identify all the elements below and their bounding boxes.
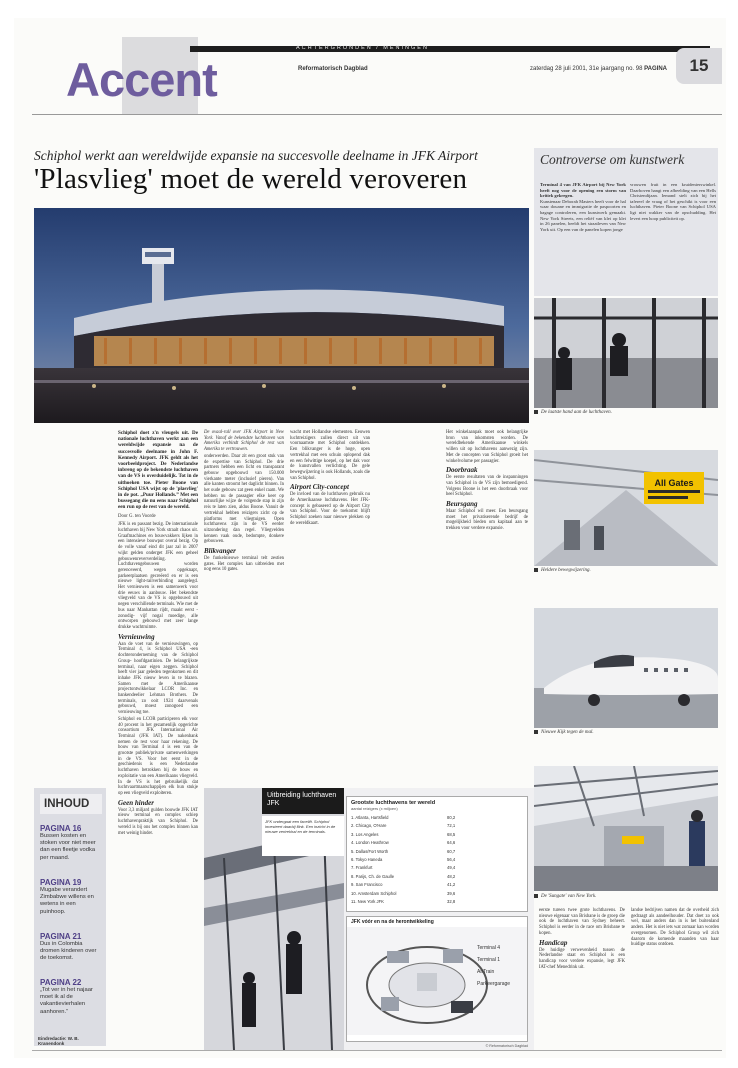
airport-name: 11. New York JFK	[351, 899, 384, 904]
airport-name: 7. Frankfurt	[351, 865, 373, 871]
inhoud-item-text: „Tot ver in het najaar moet ik al de vakantievierhalen aanhoren.”	[40, 987, 93, 1015]
column-3-text-2: De invloed van de luchthaven gebruik nu de Amerikaanse luchthavens. Het JFK-concept is gebaseerd op de Airport City van Schiphol. Voor de toekomst blijft Schiphol zoeken naar nieuwe plekken op de wereldkaart.	[290, 492, 370, 526]
article-column-1	[118, 430, 198, 837]
inhoud-item-text: Mugabe verandert Zimbabwe willens en wetens in een puinhoop.	[40, 887, 94, 915]
column-4-text: Het winkelaanpak moet ook belangrijke bron van inkomsten worden. De wereldbekende Amerikaanse winkels willen uit op luchthavens aanwezig zijn. Met de concepten van Schiphol groeit het winkelvolume per passagier.	[446, 430, 528, 464]
photo-aircraft	[534, 608, 718, 728]
table-row	[351, 865, 523, 870]
column-5-text-2: De huidige verwevenheid tussen de Nederlandse staat en Schiphol is een handicap voor verdere expansie, legt JFK IAT-chef Menedrink uit.	[539, 947, 625, 970]
sidebar-column-2	[630, 182, 716, 221]
sidebar-column-1	[540, 182, 626, 232]
inhoud-item-text: Dus in Colombia dromen kinderen over de toekomst.	[40, 941, 97, 962]
airport-name: 5. Dallas/Fort Worth	[351, 848, 389, 854]
article-kicker: Schiphol werkt aan wereldwijde expansie na succesvolle deelname in JFK Airport	[34, 148, 478, 163]
map-label: Terminal 1	[477, 957, 501, 963]
sidebar-lead: Terminal 4 van JFK Airport bij New York heeft nog voor de opening een storm van kritiek gekregen.	[540, 182, 626, 199]
article-lead: Schiphol doet z'n vleugels uit. De nationale luchthaven werkt aan een wereldwijde expansie na de succesvolle deelname in John F. Kennedy Airport. JFK geldt als het voorbeeldproject. De Nederlandse inbreng op de bekendste luchthaven van de VS is overduidelijk. Tot in de uithoeken toe. Pieter Boone van Schiphol USA wijst op de 'plasvlieg' in de pot. „Puur Hollands.” Met een bussegang die nu eens naar Schiphol een run op de rest van de wereld.	[118, 430, 198, 511]
inhoud-item[interactable]	[40, 932, 102, 963]
airport-name: 3. Los Angeles	[351, 831, 379, 837]
column-6-text: landse bedrijven namen dat de overheid zich gedraagt als aandeelhouder. Dat doet zo ook wel, maar anders dan in is het buitenland anders. Het is niet iets wat zomaar kan worden overgenomen. De Schiphol Group wil zich daarom de komende maanden van haar huidige status ontdoen.	[631, 908, 719, 948]
table-row	[351, 823, 523, 828]
caption-photo-3: Nieuwe Kijk tegen de mal.	[534, 730, 594, 735]
photo-gates-sign	[534, 450, 718, 566]
passenger-count: 80,2	[447, 815, 456, 820]
article-column-4	[446, 430, 528, 533]
inhoud-page-label: PAGINA 22	[40, 978, 82, 987]
masthead	[14, 18, 726, 116]
article-column-5	[539, 908, 625, 971]
masthead-rule	[190, 46, 710, 52]
page-bottom-rule	[32, 1050, 722, 1051]
passenger-count: 72,1	[447, 823, 456, 829]
inhoud-item[interactable]	[40, 878, 102, 916]
photo-sungate	[534, 766, 718, 891]
inhoud-box	[34, 788, 106, 1046]
column-4-text-2: De eerste resultaten van de inspanningen van Schiphol in de VS zijn bemoedigend. Volgens Boone is het een doorbraak voor heel Schiphol.	[446, 475, 528, 498]
inhoud-item-text: Bussen kosten en stoken voor niet meer dan een fleetje vodka per maand.	[40, 833, 96, 861]
column-1-text-4: Voor 3,3 miljard gulden bouwde JFK IAT nieuw terminal en complex schiep luchthavenpraktijk van Schiphol. De wereld is bij ons het complex binnen kan met weinig hinder.	[118, 807, 198, 836]
column-1-text-2: Aan de voet van de vernieuwingen, op Terminal 4, is Schiphol USA -een dochteronderneming van de Schiphol Group- hoofdgastinien. De belangrijkste terminal, naar eigen zeggen. Schiphol heeft vier jaar geleden tegenkomen en dit inhake JFK nieuw leven in te blazen. Samen met de Amerikaanse projectontwikkelaar LCOR Inc. en bankendeelier Lehman Brothers. De terminals, zo ooit 1924 daarvenals gebouwd, moest zonogoed een vernieuwing toe.	[118, 641, 198, 716]
table-title: Grootste luchthavens ter wereld	[351, 800, 436, 806]
section-label: ACHTERGRONDEN / MENINGEN	[296, 45, 429, 51]
caption-photo-2: Heldere bewegwijzering.	[534, 568, 591, 573]
column-2-text: onderwerden. Daar zit een groot stuk van de expertise van Schiphol. De drie partners hebben een licht en transparant gebouw opgebouwd van 150.000 vierkante meter (inclusief pieren). Van alle kanten stroomt het daglicht binnen. In het oude gebouw zat geen enkel raam. We hebben nu de passagier elke keer op natuurlijke wijze de volgende stap in zijn reis te laten zien, aldus Boone. Vanuit de vertrekhal hebben reizigers zicht op de platforms met vliegtuigen. Open luchthavens zijn in de VS eerder uitzondering dan regel. Vliegvelden kennen vaak oude, bedompte, donkere gebouwen.	[204, 453, 284, 545]
inhoud-footer: Eindredactie: W. B. Kranendonk	[38, 1036, 79, 1046]
main-photo-terminal	[34, 208, 529, 423]
passenger-count: 32,8	[447, 899, 456, 904]
passenger-count: 56,4	[447, 857, 456, 862]
column-1-text: JFK is en passant bezig. De internationale luchthaven bij New York straalt chaos uit. Graafmachines en bouwvakkers lijken in een intensieve bouwput overal bezig. Op de volle vanaf eind dit jaar zal in 2007 wijkt gelden onderget JFK een geheel gebouwenreververdeling. Luchthavengebouwen worden gerenoveerd, wegen opgeknapt, parkeerplaatsen gecreëerd en er is een nieuwe light-railverbinding aangelegd. Het vernieuwen is een samenwerk voor drie eeuws in aanbouw. Het bekendste vliegveld van de VS is opgebouwd uit negen verschillende terminals. Wie met de bus naar Manhattan rijdt, maakt eerst -zonodig- vijf nogal moedige, alle ontworpen gebouwd met zeer lange drukke wachtruimte.	[118, 522, 198, 630]
table-row	[351, 891, 523, 896]
table-row	[351, 849, 523, 854]
map-drawing	[347, 927, 527, 1035]
column-4-text-3: Maar Schiphol wil meer. Een beursgang moet het privatiserende bedrijf de mogelijkheid bieden om kapitaal aan te trekken voor verdere expansie.	[446, 509, 528, 532]
table-row	[351, 840, 523, 845]
table-row	[351, 857, 523, 862]
infographic-intro: JFK ondergaat een facelift. Schiphol investeert daarbij flink. Een inzicht in de nieuwe vertrekhal en de terminals.	[262, 816, 344, 856]
inhoud-item[interactable]	[40, 978, 102, 1016]
inhoud-title: INHOUD	[40, 794, 102, 814]
inhoud-page-label: PAGINA 21	[40, 932, 82, 941]
sidebar-text-1: Kunstenaar Deborah Masters heeft voor de hal waar douane en immigratie de paspoorten en bagage controleren, een kunstwerk gemaakt. New York Streets, een reliëf van klei op klei in 26 panelen, beeldt het straatleven van New York uit. Op een van de panelen kopen jonge	[540, 198, 626, 232]
caption-photo-1: De laatste hand aan de luchthaven.	[534, 410, 612, 415]
column-3-text: wacht met Hollandse elementen. Eeuwen luchtreizigers zullen direct uit van voornaamste met Schiphol ontdekken. Een blikvanger is de hoge, open vertrekhal met een schuin oplopend dak en een felwittige koepel, op het dak voor de kunstvallen verlichting. De gele bewegwijzering is ook Hollands, zoals die van Schiphol.	[290, 430, 370, 481]
table-row	[351, 815, 523, 820]
airport-name: 9. San Francisco	[351, 882, 383, 888]
passenger-count: 41,2	[447, 882, 456, 888]
airport-name: 6. Tokyo Haneda	[351, 857, 383, 862]
passenger-count: 68,5	[447, 831, 456, 837]
table-row	[351, 882, 523, 887]
column-2-text-2: De funkelnieuwe terminal telt zestien gates. Het complex kan uitbreiden met nog eens 10 gates.	[204, 556, 284, 573]
airport-name: 4. London Heathrow	[351, 840, 389, 846]
passenger-count: 60,7	[447, 848, 456, 854]
inhoud-page-label: PAGINA 16	[40, 824, 82, 833]
issue-date: zaterdag 28 juli 2001, 31e jaargang no. 98 PAGINA	[530, 66, 667, 72]
table-subtitle: aantal reizigers (x miljoen)	[351, 806, 398, 811]
infographic-copyright: © Reformatorisch Dagblad	[485, 1044, 528, 1048]
table-row	[351, 899, 523, 904]
article-column-3	[290, 430, 370, 528]
passenger-count: 39,6	[447, 890, 456, 896]
newspaper-page	[14, 18, 726, 1058]
all-gates-sign-text: All Gates	[654, 478, 694, 488]
sidebar-title: Controverse om kunstwerk	[540, 152, 685, 167]
subhead-vernieuwing: Vernieuwing	[118, 632, 155, 641]
airport-ranking-table	[346, 796, 528, 912]
passenger-count: 49,4	[447, 865, 456, 871]
map-label: Parkeergarage	[477, 981, 511, 987]
airport-name: 1. Atlanta, Hartsfield	[351, 815, 389, 820]
table-row	[351, 832, 523, 837]
photo-workers	[534, 298, 718, 408]
subhead-doorbraak: Doorbraak	[446, 466, 478, 475]
passenger-count: 48,2	[447, 873, 456, 879]
map-title: JFK vóór en na de herontwikkeling	[351, 919, 434, 925]
article-column-2	[204, 430, 284, 574]
map-label: Terminal 4	[477, 945, 501, 951]
passenger-count: 64,6	[447, 840, 456, 846]
column-1-text-3: Schiphol en LCOR participeren elk voor 40 procent in het gezamenlijk opgerichte consortium JFK International Air Terminal (JFK IAT). De nakenbank nemen de rest voor haar rekening. De bouw van Terminal 4 is een van de grootste publiek/private samenwerkingen in de VS. Voor het eerst in de geschiedenis is een Nederlandse luchthaven betrokken bij de bouw en exploitatie van een Amerikaans vliegveld. In de VS is het gebruikelijk dat luchtvaartmaatschappijen elk hun stukje op een vliegveld exploiteren.	[118, 716, 198, 796]
sidebar-controversy	[534, 148, 718, 296]
inhoud-item[interactable]	[40, 824, 102, 862]
jfk-infographic	[204, 788, 534, 1050]
caption-photo-4: De 'Sungate' van New York.	[534, 894, 596, 899]
masthead-divider	[32, 114, 722, 115]
page-number: 15	[676, 48, 722, 84]
airport-name: 8. Parijs, Ch. de Gaulle	[351, 873, 395, 879]
subhead-blikvanger: Blikvanger	[204, 547, 236, 556]
jfk-map	[346, 916, 528, 1042]
airport-name: 10. Amsterdam Schiphol	[351, 890, 397, 896]
inhoud-page-label: PAGINA 19	[40, 878, 82, 887]
subhead-handicap: Handicap	[539, 938, 568, 947]
article-byline: Door G. ten Voorde	[118, 513, 156, 519]
sidebar-text-2: vrouwen fruit in een kruidenierswinkel. Daarboven hangt een afbeelding van een Hells Christendijaan. Iemand stelt zich bij het tafereel de vraag of het geschikt is voor een luchthaven. Pieter Boone van Schiphol USA ligt niet wakker van de opschudding. Het levert een hoop publiciteit op.	[630, 182, 716, 221]
newspaper-name: Reformatorisch Dagblad	[298, 66, 368, 72]
article-column-6	[631, 908, 719, 949]
accent-logo: Accent	[66, 53, 217, 106]
airport-name: 2. Chicago, O'Hare	[351, 823, 387, 829]
photo-caption-main: De ovaal-rall over JFK Airport in New York. Vanaf de bekendste luchthaven van Amerika verbindt Schiphol de rest van Amerika te vertrouwen.	[204, 430, 284, 453]
subhead-beursgang: Beursgang	[446, 500, 478, 509]
article-headline: 'Plasvlieg' moet de wereld veroveren	[34, 163, 468, 195]
subhead-geen-hinder: Geen hinder	[118, 798, 154, 807]
column-5-text: eerste tureen twee grote luchthavens. De nieuwe eigenaar van Brisbane is de groep die ook de luchthaven van Sydney beheert. Schiphol is eerder in de race om Brisbane te kopen.	[539, 908, 625, 936]
subhead-airport-city: Airport City-concept	[290, 483, 349, 492]
table-row	[351, 874, 523, 879]
infographic-title: Uitbreiding luchthaven JFK	[262, 788, 344, 814]
map-label: AirTrain	[477, 969, 495, 975]
